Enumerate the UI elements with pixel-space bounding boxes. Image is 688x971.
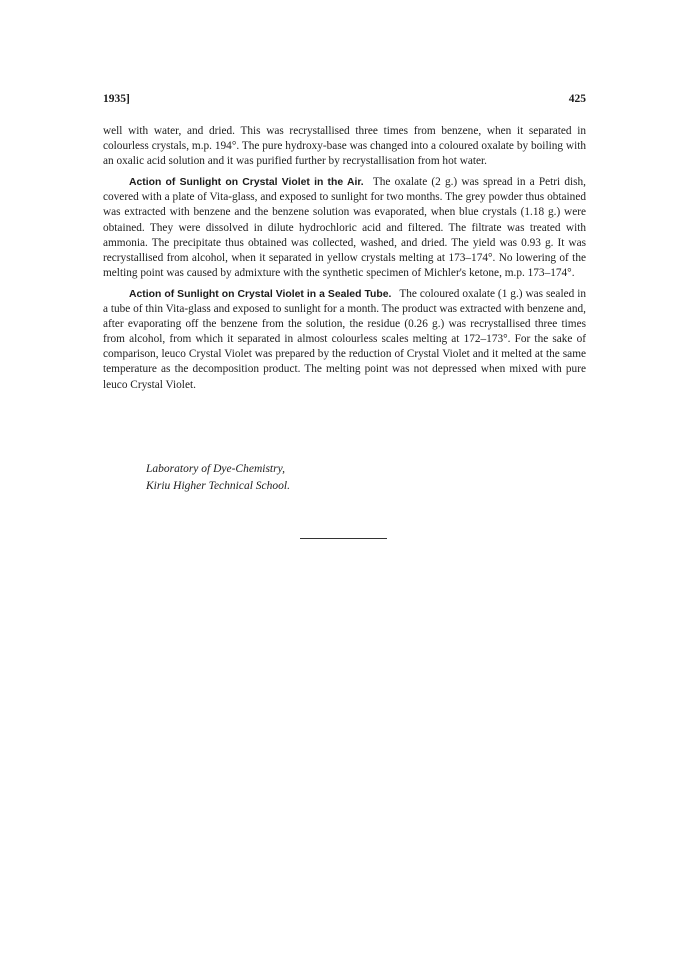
affiliation-line-1: Laboratory of Dye-Chemistry, (146, 463, 285, 475)
affiliation-signoff (146, 461, 290, 495)
article-body (103, 124, 586, 399)
paragraph-sunlight-air (103, 175, 586, 281)
journal-year: 1935] (103, 93, 130, 105)
paragraph-sunlight-sealed-tube (103, 287, 586, 393)
page-number: 425 (568, 93, 586, 105)
section-title: Action of Sunlight on Crystal Violet in the Air. (129, 177, 369, 189)
paragraph-text: The oxalate (2 g.) was spread in a Petri dish, covered with a plate of Vita-glass, and exposed to sunlight for two months. The grey powder thus obtained was extracted with benzene and the benzene solution was evaporated, when blue crystals (1.18 g.) were obtained. They were dissolved in dilute hydrochloric acid and filtered. The filtrate was treated with ammonia. The precipitate thus obtained was collected, washed, and dried. The yield was 0.93 g. It was recrystallised from alcohol, when it separated in yellow crystals melting at 173–174°. No lowering of the melting point was caused by admixture with the synthetic specimen of Michler's ketone, m.p. 173–174°. (103, 176, 586, 279)
end-rule-divider (300, 538, 387, 539)
paragraph-text: The coloured oxalate (1 g.) was sealed in a tube of thin Vita-glass and exposed to sunlight for a month. The product was extracted with benzene and, after evaporating off the benzene from the solution, the residue (0.26 g.) was recrystallised three times from alcohol, from which it separated in almost colourless scales melting at 172–173°. For the sake of comparison, leuco Crystal Violet was prepared by the reduction of Crystal Violet and it melted at the same temperature as the decomposition product. The melting point was not depressed when mixed with pure leuco Crystal Violet. (103, 287, 587, 391)
affiliation-line-2: Kiriu Higher Technical School. (146, 480, 290, 492)
running-header (103, 93, 586, 109)
paragraph-text: well with water, and dried. This was recrystallised three times from benzene, when it separated in colourless crystals, m.p. 194°. The pure hydroxy-base was changed into a coloured oxalate by boiling with an oxalic acid solution and it was purified further by recrystallisation from hot water. (103, 125, 586, 168)
paragraph-continuation (103, 124, 586, 169)
section-title: Action of Sunlight on Crystal Violet in a Sealed Tube. (129, 288, 397, 300)
